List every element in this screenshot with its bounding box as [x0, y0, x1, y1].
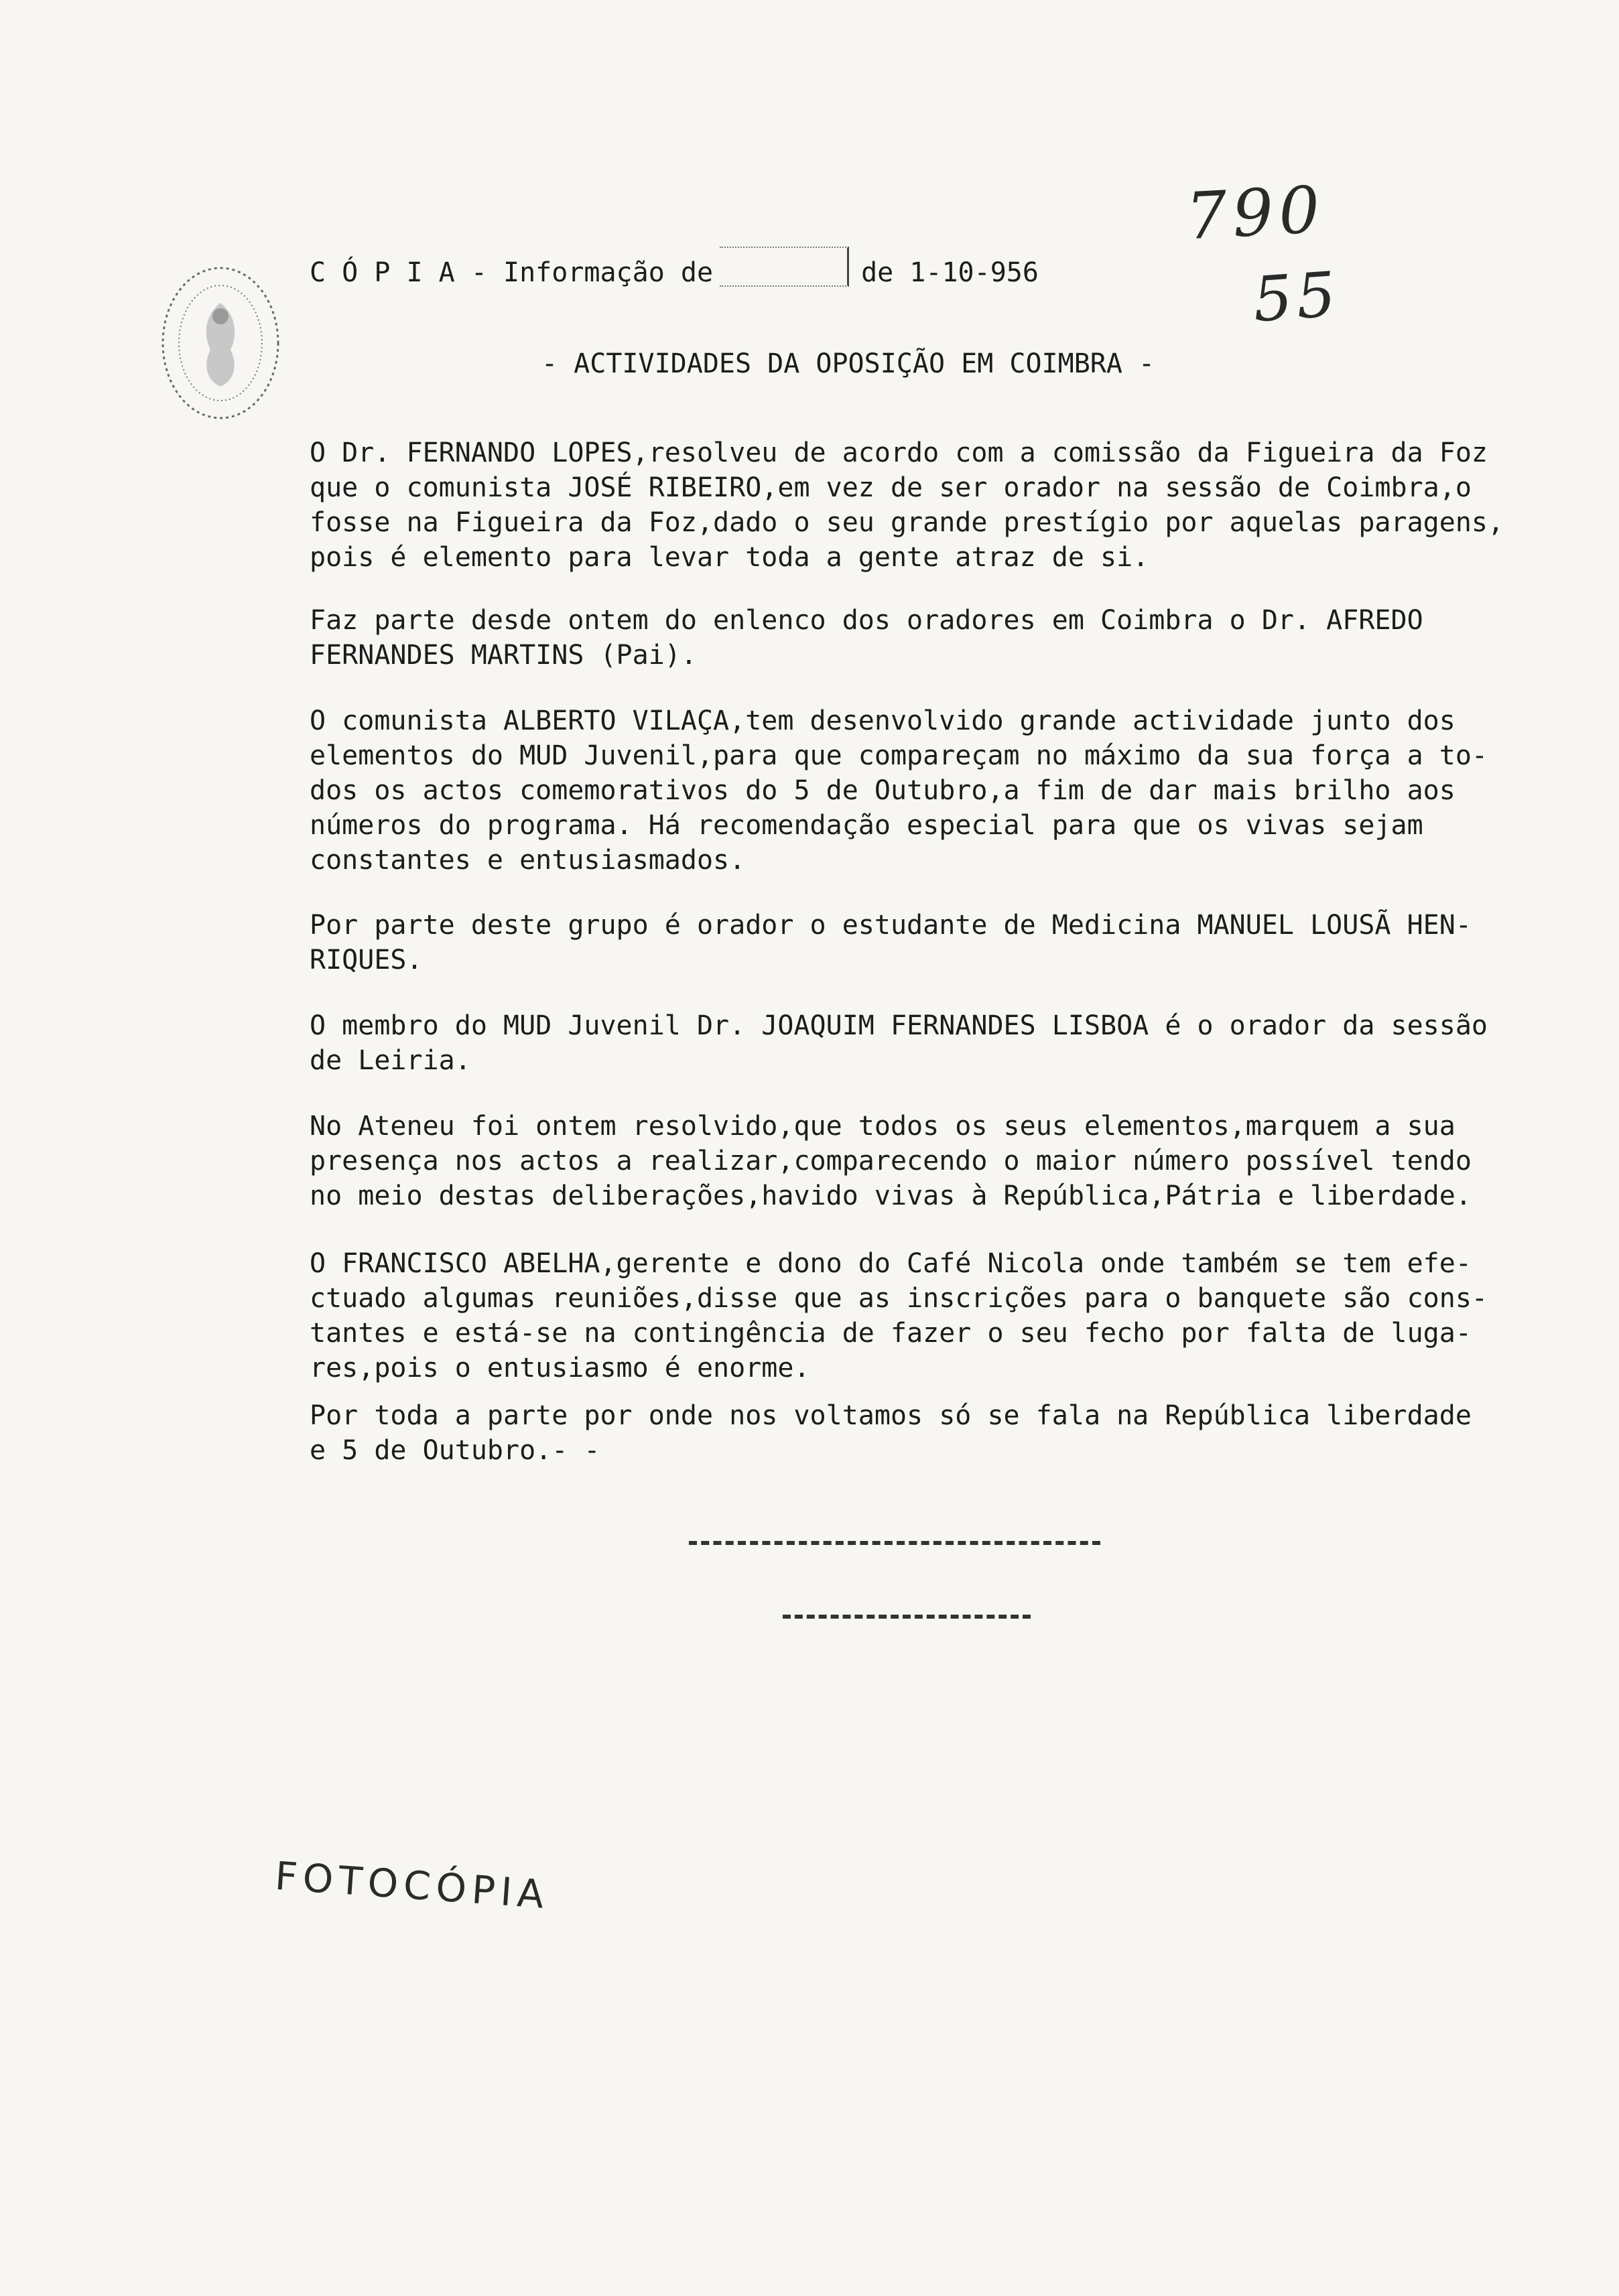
- paragraph: Faz parte desde ontem do enlenco dos oradores em Coimbra o Dr. AFREDO FERNANDES MARTINS (Pai).: [310, 605, 1423, 671]
- paragraph: O comunista ALBERTO VILAÇA,tem desenvolvido grande actividade junto dos elementos do MUD Juvenil,para que compareçam no máximo da sua força a to- dos os actos comemorativos do 5 de Outubro,a fim de dar mais brilho aos números do programa. Há recomendação especial para que os vivas sejam constantes e entusiasmados.: [310, 705, 1488, 876]
- document-header: [310, 247, 1039, 288]
- fotocopia-stamp: FOTOCÓPIA: [273, 1852, 551, 1918]
- dashed-divider: [689, 1541, 1100, 1545]
- handwritten-page-number: 790: [1184, 172, 1327, 255]
- header-date: de 1-10-956: [861, 257, 1039, 288]
- paragraph: O FRANCISCO ABELHA,gerente e dono do Café Nicola onde também se tem efe- ctuado algumas reuniões,disse que as inscrições para o banquete são cons- tantes e está-se na contingência de fazer o seu fecho por falta de luga- res,pois o entusiasmo é enorme.: [310, 1248, 1488, 1383]
- paragraph: Por toda a parte por onde nos voltamos só se fala na República liberdade e 5 de Outubro.- -: [310, 1400, 1472, 1466]
- paragraph: O membro do MUD Juvenil Dr. JOAQUIM FERNANDES LISBOA é o orador da sessão de Leiria.: [310, 1010, 1488, 1076]
- header-label: C Ó P I A - Informação de: [310, 257, 714, 288]
- document-title: - ACTIVIDADES DA OPOSIÇÃO EM COIMBRA -: [541, 348, 1155, 379]
- handwritten-folio-number: 55: [1250, 258, 1342, 336]
- paragraph: O Dr. FERNANDO LOPES,resolveu de acordo com a comissão da Figueira da Foz que o comunista JOSÉ RIBEIRO,em vez de ser orador na sessão de Coimbra,o fosse na Figueira da Foz,dado o seu grande prestígio por aquelas paragens, pois é elemento para levar toda a gente atraz de si.: [310, 437, 1504, 573]
- paragraph: Por parte deste grupo é orador o estudante de Medicina MANUEL LOUSÃ HEN- RIQUES.: [310, 910, 1472, 975]
- paragraph: No Ateneu foi ontem resolvido,que todos os seus elementos,marquem a sua presença nos actos a realizar,comparecendo o maior número possível tendo no meio destas deliberações,havido vivas à República,Pátria e liberdade.: [310, 1111, 1472, 1211]
- dashed-divider: [783, 1615, 1031, 1619]
- redacted-field: [720, 247, 849, 287]
- seal-icon: [157, 263, 284, 423]
